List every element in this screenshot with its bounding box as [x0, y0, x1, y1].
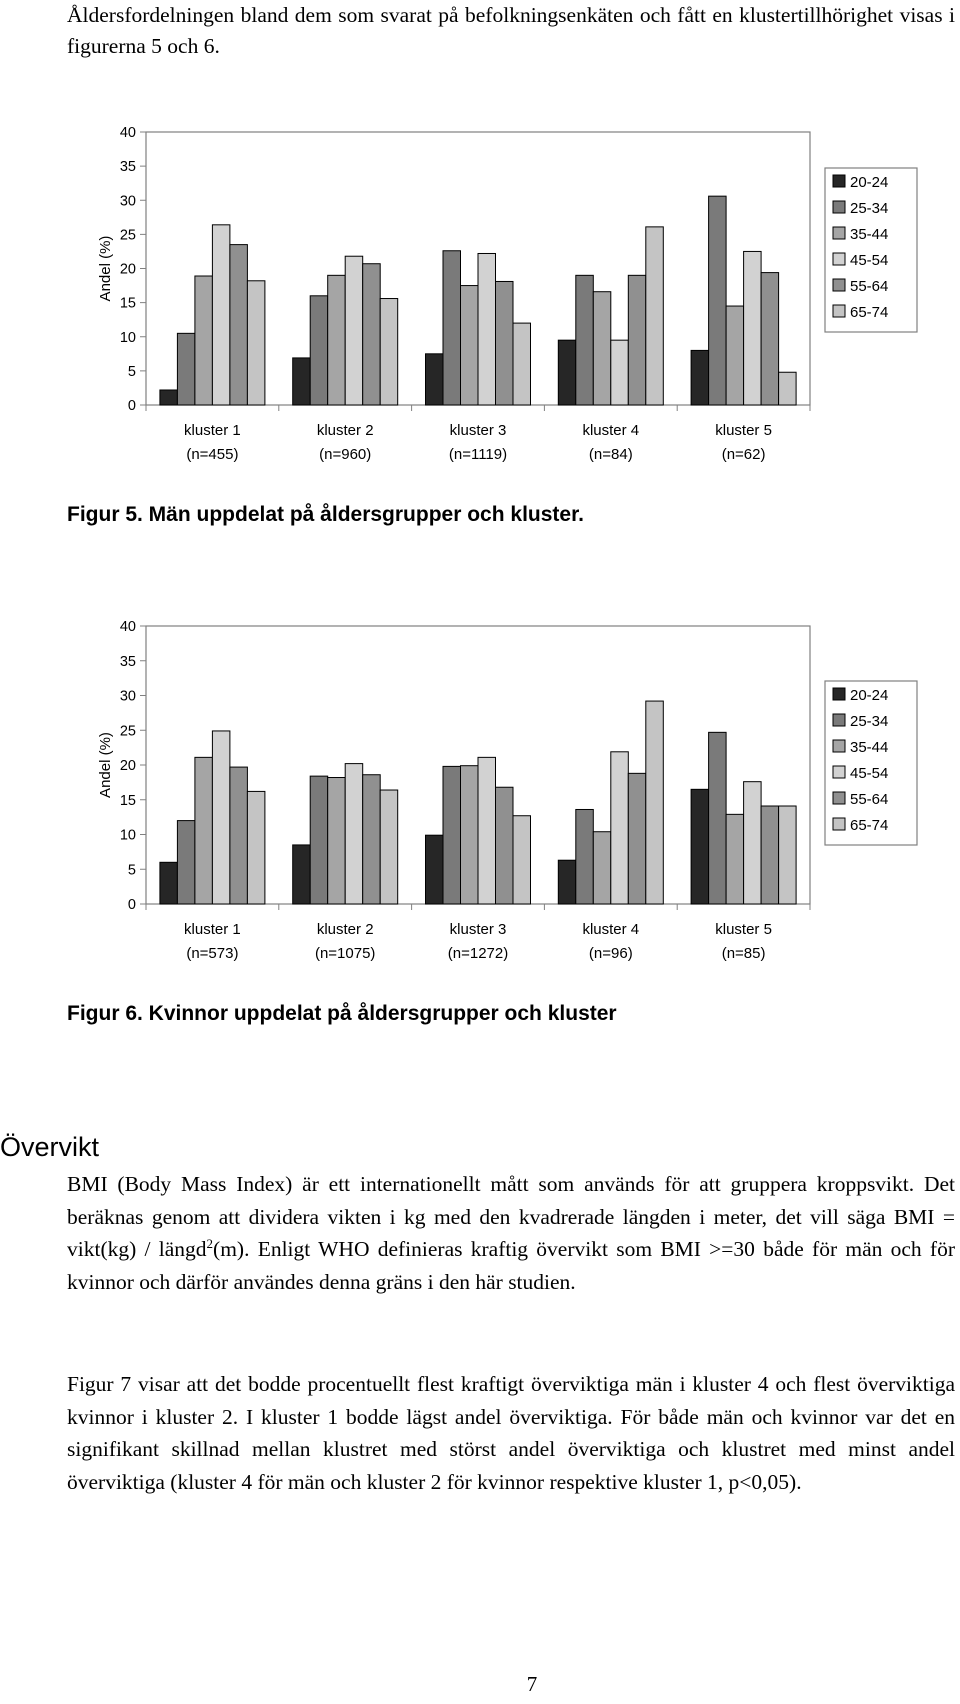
- legend-swatch-45-54: [833, 253, 845, 265]
- y-tick-label-0: 0: [127, 897, 136, 913]
- bar-kluster-4-25-34: [576, 275, 594, 405]
- bar-kluster-4-20-24: [558, 340, 576, 405]
- legend-label-20-24: 20-24: [850, 174, 889, 191]
- figure-7-paragraph: Figur 7 visar att det bodde procentuellt flest kraftigt överviktiga män i kluster 4 och flest överviktiga kvinnor i kluster 2. I kluster 1 bodde lägst andel överviktiga. För både män och kvinnor var det en signifikant skillnad mellan klustret med störst andel överviktiga och klustret med minst andel överviktiga (kluster 4 för män och kluster 2 för kvinnor respektive kluster 1, p<0,05).: [67, 1372, 955, 1494]
- legend-swatch-25-34: [833, 714, 845, 726]
- x-category-label-4: kluster 5: [715, 422, 772, 439]
- bar-kluster-3-45-54: [478, 757, 496, 904]
- y-tick-label-3: 15: [119, 792, 136, 809]
- bar-kluster-1-45-54: [212, 731, 230, 904]
- bar-kluster-2-55-64: [363, 264, 381, 405]
- bar-kluster-4-45-54: [611, 340, 629, 405]
- figure-5-chart: [0, 110, 960, 470]
- legend-label-45-54: 45-54: [850, 252, 889, 269]
- x-category-sublabel-0: (n=455): [186, 446, 239, 463]
- x-category-sublabel-3: (n=84): [588, 446, 633, 463]
- y-tick-label-4: 20: [119, 261, 136, 278]
- bmi-paragraph: [67, 1168, 955, 1298]
- bar-kluster-5-65-74: [779, 806, 797, 904]
- y-tick-label-2: 10: [119, 329, 136, 346]
- bar-kluster-4-35-44: [593, 292, 611, 405]
- bar-kluster-5-25-34: [709, 732, 727, 904]
- bar-kluster-4-55-64: [628, 275, 646, 405]
- legend-label-20-24: 20-24: [850, 687, 889, 704]
- y-tick-label-2: 10: [119, 827, 136, 844]
- x-category-label-4: kluster 5: [715, 921, 772, 938]
- figure-6-chart: [0, 603, 960, 963]
- legend-label-45-54: 45-54: [850, 765, 889, 782]
- bar-kluster-1-65-74: [247, 791, 265, 904]
- legend-label-55-64: 55-64: [850, 791, 889, 808]
- bar-kluster-5-45-54: [744, 251, 762, 405]
- bar-kluster-1-25-34: [177, 333, 195, 405]
- legend-swatch-25-34: [833, 201, 845, 213]
- bar-kluster-3-65-74: [513, 816, 531, 904]
- x-category-sublabel-4: (n=62): [721, 446, 766, 463]
- bar-kluster-3-45-54: [478, 253, 496, 405]
- bar-kluster-2-45-54: [345, 764, 363, 904]
- y-tick-label-6: 30: [119, 193, 136, 210]
- x-category-sublabel-0: (n=573): [186, 945, 239, 962]
- bar-kluster-1-55-64: [230, 767, 248, 904]
- bar-kluster-4-65-74: [646, 227, 664, 405]
- y-tick-label-5: 25: [119, 227, 136, 244]
- intro-paragraph: Åldersfordelningen bland dem som svarat på befolkningsenkäten och fått en klustertillhörighet visas i figurerna 5 och 6.: [67, 3, 955, 58]
- bar-kluster-3-35-44: [461, 766, 479, 904]
- bmi-paragraph-part2: (m). Enligt WHO definieras kraftig övervikt som BMI >=30 både för män och för kvinnor och därför användes denna gräns i den här studien.: [67, 1237, 956, 1294]
- section-title: Övervikt: [0, 1132, 100, 1162]
- bar-kluster-3-35-44: [461, 286, 479, 405]
- bar-kluster-4-20-24: [558, 860, 576, 904]
- bar-kluster-5-55-64: [761, 806, 779, 904]
- y-tick-label-8: 40: [119, 619, 136, 635]
- bar-kluster-2-25-34: [310, 296, 328, 405]
- legend-swatch-55-64: [833, 279, 845, 291]
- bar-kluster-4-25-34: [576, 809, 594, 904]
- bar-kluster-2-20-24: [293, 845, 311, 904]
- legend-label-65-74: 65-74: [850, 304, 889, 321]
- figure-5-caption: Figur 5. Män uppdelat på åldersgrupper och kluster.: [67, 503, 584, 526]
- y-tick-label-0: 0: [127, 398, 136, 414]
- y-tick-label-7: 35: [119, 159, 136, 176]
- figure-6-caption: Figur 6. Kvinnor uppdelat på åldersgrupper och kluster: [67, 1002, 617, 1025]
- bar-kluster-4-35-44: [593, 832, 611, 904]
- x-category-sublabel-3: (n=96): [588, 945, 633, 962]
- legend-swatch-35-44: [833, 740, 845, 752]
- y-tick-label-5: 25: [119, 723, 136, 740]
- bar-kluster-2-25-34: [310, 776, 328, 904]
- bar-kluster-5-35-44: [726, 814, 744, 904]
- x-category-sublabel-2: (n=1119): [448, 446, 508, 463]
- bar-kluster-1-20-24: [160, 862, 178, 904]
- bar-kluster-3-55-64: [496, 787, 514, 904]
- bar-kluster-3-25-34: [443, 766, 461, 904]
- bar-kluster-5-25-34: [709, 196, 727, 405]
- x-category-label-1: kluster 2: [316, 422, 374, 439]
- legend-label-55-64: 55-64: [850, 278, 889, 295]
- x-category-label-3: kluster 4: [582, 921, 640, 938]
- bar-kluster-3-55-64: [496, 281, 514, 405]
- y-axis-label: Andel (%): [97, 732, 114, 798]
- x-category-label-2: kluster 3: [449, 921, 507, 938]
- x-category-sublabel-1: (n=1075): [314, 945, 376, 962]
- bar-kluster-4-55-64: [628, 773, 646, 904]
- bmi-paragraph-part1: BMI (Body Mass Index) är ett internationellt mått som används för att gruppera kroppsvikt. Det beräknas genom att dividera vikten i kg med den kvadrerade längden i meter, det vill säga BMI = vikt(kg) / längd: [67, 1172, 955, 1261]
- legend-label-25-34: 25-34: [850, 713, 889, 730]
- bar-kluster-1-65-74: [247, 281, 265, 405]
- bar-kluster-2-20-24: [293, 358, 311, 405]
- y-tick-label-8: 40: [119, 125, 136, 141]
- bar-kluster-5-35-44: [726, 306, 744, 405]
- x-category-label-1: kluster 2: [316, 921, 374, 938]
- bar-kluster-4-45-54: [611, 752, 629, 904]
- legend-swatch-55-64: [833, 792, 845, 804]
- legend-swatch-65-74: [833, 305, 845, 317]
- bar-kluster-1-35-44: [195, 276, 213, 405]
- bar-kluster-4-65-74: [646, 701, 664, 904]
- legend-label-25-34: 25-34: [850, 200, 889, 217]
- bar-kluster-2-35-44: [328, 275, 346, 405]
- bar-kluster-5-65-74: [779, 372, 797, 405]
- page-number: 7: [526, 1672, 538, 1696]
- figure-5-svg: [0, 110, 960, 470]
- bar-kluster-1-25-34: [177, 821, 195, 904]
- y-tick-label-6: 30: [119, 688, 136, 705]
- legend-swatch-20-24: [833, 688, 845, 700]
- legend-label-35-44: 35-44: [850, 739, 889, 756]
- bar-kluster-2-55-64: [363, 775, 381, 904]
- bar-kluster-3-20-24: [426, 835, 444, 904]
- bar-kluster-2-35-44: [328, 778, 346, 904]
- bar-kluster-5-55-64: [761, 273, 779, 405]
- y-tick-label-4: 20: [119, 758, 136, 774]
- bar-kluster-2-65-74: [380, 299, 398, 405]
- legend-swatch-65-74: [833, 818, 845, 830]
- legend-label-35-44: 35-44: [850, 226, 889, 243]
- x-category-sublabel-1: (n=960): [319, 446, 372, 463]
- y-axis-label: Andel (%): [97, 235, 114, 302]
- bar-kluster-3-65-74: [513, 323, 531, 405]
- figure-6-svg: [0, 603, 960, 963]
- legend-swatch-35-44: [833, 227, 845, 239]
- x-category-label-2: kluster 3: [449, 422, 507, 439]
- x-category-sublabel-4: (n=85): [721, 945, 766, 962]
- x-category-sublabel-2: (n=1272): [447, 945, 509, 962]
- bmi-superscript: 2: [206, 1235, 214, 1251]
- legend-swatch-20-24: [833, 175, 845, 187]
- bar-kluster-5-45-54: [744, 782, 762, 904]
- y-tick-label-1: 5: [127, 363, 136, 380]
- bar-kluster-1-55-64: [230, 245, 248, 405]
- bar-kluster-2-45-54: [345, 256, 363, 405]
- bar-kluster-3-20-24: [426, 354, 444, 405]
- y-tick-label-1: 5: [127, 862, 136, 879]
- bar-kluster-2-65-74: [380, 790, 398, 904]
- legend-label-65-74: 65-74: [850, 817, 889, 834]
- bar-kluster-5-20-24: [691, 350, 709, 405]
- bar-kluster-1-45-54: [212, 225, 230, 405]
- x-category-label-0: kluster 1: [184, 422, 241, 439]
- bar-kluster-1-20-24: [160, 390, 178, 405]
- y-tick-label-3: 15: [119, 295, 136, 312]
- x-category-label-0: kluster 1: [184, 921, 241, 938]
- bar-kluster-3-25-34: [443, 251, 461, 405]
- x-category-label-3: kluster 4: [582, 422, 640, 439]
- legend-swatch-45-54: [833, 766, 845, 778]
- y-tick-label-7: 35: [119, 653, 136, 670]
- bar-kluster-5-20-24: [691, 789, 709, 904]
- bar-kluster-1-35-44: [195, 757, 213, 904]
